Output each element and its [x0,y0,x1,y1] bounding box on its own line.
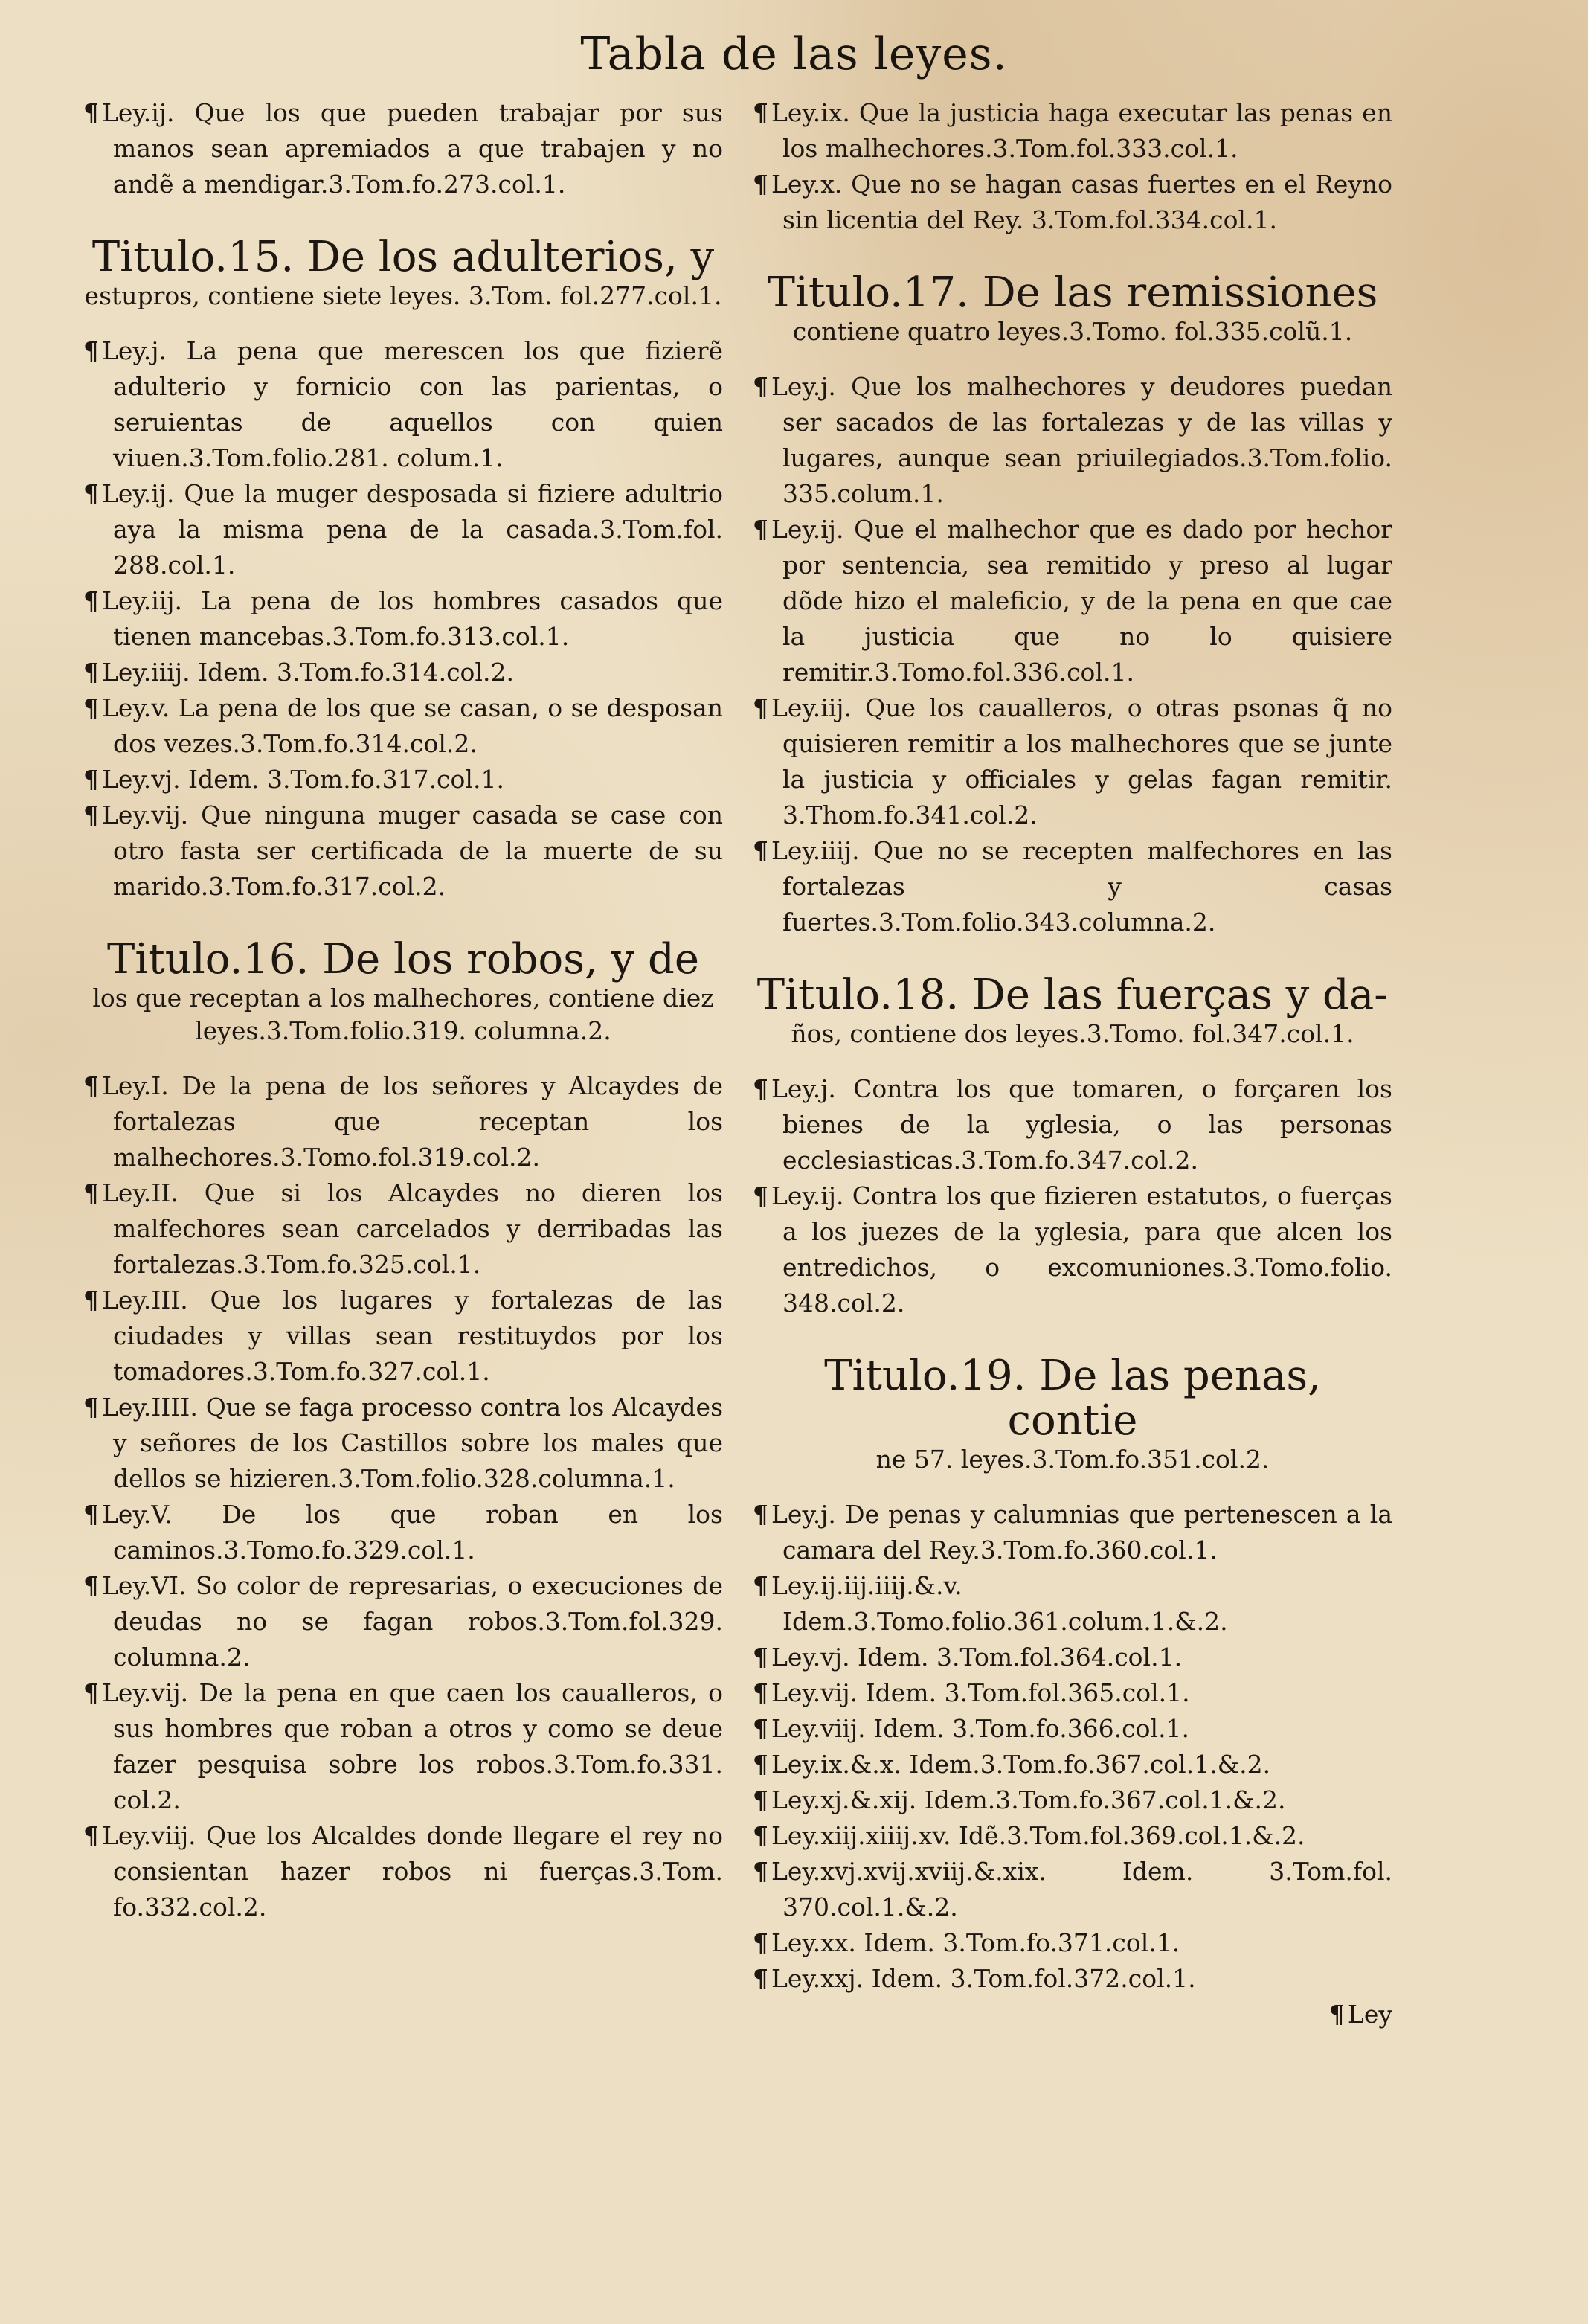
law-entry [83,1283,723,1390]
pilcrow-icon: ¶ [753,170,768,199]
law-entry [753,1711,1392,1747]
pilcrow-icon: ¶ [753,1857,768,1886]
pilcrow-icon: ¶ [753,1678,768,1707]
titulo-15-heading [83,235,723,312]
titulo-heading-subtitle: ne 57. leyes.3.Tom.fo.351.col.2. [875,1445,1270,1474]
law-entry [83,95,723,202]
pilcrow-icon: ¶ [753,98,768,127]
pilcrow-icon: ¶ [83,658,99,687]
pilcrow-icon: ¶ [753,1750,768,1779]
law-entry-text: Ley.iij. Que los caualleros, o otras psonas q̃ no quisieren remitir a los malhechores que se junte la justicia y officiales y gelas fagan remitir. 3.Thom.fo.341.col.2. [771,693,1392,829]
law-entry-text: Ley.I. De la pena de los señores y Alcaydes de fortalezas que receptan los malhechores.3.Tomo.fol.319.col.2. [102,1071,723,1172]
titulo-16-heading [83,937,723,1047]
pilcrow-icon: ¶ [753,1571,768,1600]
pilcrow-icon: ¶ [83,479,99,508]
law-entry-text: Ley.viij. Idem. 3.Tom.fo.366.col.1. [771,1714,1190,1743]
law-entry [83,476,723,583]
law-entry-text: Ley.vij. De la pena en que caen los caualleros, o sus hombres que roban a otros y como se deue fazer pesquisa sobre los robos.3.Tom.fo.331. col.2. [102,1678,723,1814]
law-entry [83,690,723,762]
law-entry [83,762,723,797]
pilcrow-icon: ¶ [753,515,768,544]
law-entry [753,1782,1392,1818]
pilcrow-icon: ¶ [83,336,99,365]
law-entry [753,369,1392,512]
pilcrow-icon: ¶ [83,1821,99,1850]
titulo-heading-subtitle: estupros, contiene siete leyes. 3.Tom. fol.277.col.1. [84,281,722,310]
law-entry-text: Ley.j. Contra los que tomaren, o forçaren los bienes de la yglesia, o las personas ecclesiasticas.3.Tom.fo.347.col.2. [771,1074,1392,1175]
pilcrow-icon: ¶ [753,1821,768,1850]
law-entry [753,95,1392,167]
law-entry-text: Ley.III. Que los lugares y fortalezas de las ciudades y villas sean restituydos por los tomadores.3.Tom.fo.327.col.1. [102,1285,723,1386]
law-entry-text: Ley.xiij.xiiij.xv. Idẽ.3.Tom.fol.369.col.1.&.2. [771,1821,1305,1850]
titulo-heading-title: Titulo.19. De las penas, contie [824,1352,1321,1445]
law-entry [753,1640,1392,1675]
law-entry-text: Ley.iij. La pena de los hombres casados que tienen mancebas.3.Tom.fo.313.col.1. [102,586,723,651]
law-entry-text: Ley.II. Que si los Alcaydes no dieren los malfechores sean carcelados y derribadas las fortalezas.3.Tom.fo.325.col.1. [102,1178,723,1279]
law-entry-text: Ley.vij. Idem. 3.Tom.fol.365.col.1. [771,1678,1190,1707]
law-entry-text: Ley.ij. Que los que pueden trabajar por sus manos sean apremiados a que trabajen y no andẽ a mendigar.3.Tom.fo.273.col.1. [102,98,723,199]
titulo-19-heading [753,1354,1392,1476]
titulo-heading-title: Titulo.16. De los robos, y de [107,935,699,983]
pilcrow-icon: ¶ [1328,2000,1345,2029]
law-entry-text: Ley.iiij. Que no se recepten malfechores en las fortalezas y casas fuertes.3.Tom.folio.343.columna.2. [771,836,1392,937]
pilcrow-icon: ¶ [83,1678,99,1707]
pilcrow-icon: ¶ [83,1071,99,1100]
law-entry [83,1390,723,1497]
law-entry-text: Ley.ix.&.x. Idem.3.Tom.fo.367.col.1.&.2. [771,1750,1271,1779]
law-entry-text: Ley.vij. Que ninguna muger casada se case con otro fasta ser certificada de la muerte de su marido.3.Tom.fo.317.col.2. [102,800,723,901]
titulo-heading-subtitle: ños, contiene dos leyes.3.Tomo. fol.347.col.1. [791,1019,1354,1048]
titulo-heading-title: Titulo.17. De las remissiones [767,269,1378,317]
pilcrow-icon: ¶ [83,765,99,794]
law-entry [83,1818,723,1925]
catchword [753,1997,1392,2032]
pilcrow-icon: ¶ [753,836,768,865]
pilcrow-icon: ¶ [83,586,99,615]
right-top-entries [753,95,1392,238]
law-entry [753,1071,1392,1178]
titulo-17-heading [753,271,1392,348]
titulo-heading-title: Titulo.15. De los adulterios, y [91,233,715,281]
pilcrow-icon: ¶ [83,98,99,127]
law-entry-text: Ley.ij.iij.iiij.&.v. Idem.3.Tomo.folio.361.colum.1.&.2. [771,1571,1228,1636]
law-entry-text: Ley.vj. Idem. 3.Tom.fo.317.col.1. [102,765,504,794]
titulo-16-entries [83,1068,723,1925]
pilcrow-icon: ¶ [753,1643,768,1672]
pilcrow-icon: ¶ [753,693,768,722]
law-entry-text: Ley.xvj.xvij.xviij.&.xix. Idem. 3.Tom.fol. 370.col.1.&.2. [771,1857,1392,1922]
law-entry-text: Ley.VI. So color de represarias, o execuciones de deudas no se fagan robos.3.Tom.fol.329. columna.2. [102,1571,723,1672]
left-column [83,95,723,1925]
pilcrow-icon: ¶ [753,1181,768,1210]
law-entry [753,833,1392,940]
law-entry-text: Ley.xx. Idem. 3.Tom.fo.371.col.1. [771,1928,1180,1957]
law-entry [753,1854,1392,1925]
law-entry-text: Ley.ij. Que la muger desposada si fiziere adultrio aya la misma pena de la casada.3.Tom.fol. 288.col.1. [102,479,723,580]
catchword-text: Ley [1347,2000,1392,2029]
law-entry [753,1568,1392,1640]
titulo-17-entries [753,369,1392,940]
law-entry-text: Ley.j. De penas y calumnias que pertenescen a la camara del Rey.3.Tom.fo.360.col.1. [771,1500,1392,1564]
law-entry [753,1178,1392,1321]
law-entry [83,1497,723,1568]
titulo-15-entries [83,333,723,905]
law-entry [83,655,723,690]
law-entry-text: Ley.IIII. Que se faga processo contra los Alcaydes y señores de los Castillos sobre los males que dellos se hizieren.3.Tom.folio.328.columna.1. [102,1393,723,1493]
running-head: Tabla de las leyes. [580,28,1008,80]
law-entry [83,1175,723,1283]
law-entry [753,512,1392,690]
pilcrow-icon: ¶ [83,1500,99,1529]
law-entry [83,333,723,476]
law-entry [753,1747,1392,1782]
law-entry-text: Ley.xxj. Idem. 3.Tom.fol.372.col.1. [771,1964,1196,1993]
pilcrow-icon: ¶ [83,1285,99,1315]
law-entry [753,1497,1392,1568]
law-entry [753,167,1392,238]
law-entry [753,1925,1392,1961]
pilcrow-icon: ¶ [753,1714,768,1743]
titulo-19-entries [753,1497,1392,1997]
law-entry [83,797,723,905]
pilcrow-icon: ¶ [83,1571,99,1600]
law-entry [753,1675,1392,1711]
pilcrow-icon: ¶ [753,372,768,401]
pilcrow-icon: ¶ [83,693,99,722]
law-entry [753,1961,1392,1997]
titulo-heading-subtitle: contiene quatro leyes.3.Tomo. fol.335.colũ.1. [792,317,1353,346]
pilcrow-icon: ¶ [753,1964,768,1993]
law-entry-text: Ley.j. Que los malhechores y deudores puedan ser sacados de las fortalezas y de las villas y lugares, aunque sean priuilegiados.3.Tom.folio. 335.colum.1. [771,372,1392,508]
pilcrow-icon: ¶ [753,1500,768,1529]
right-column [753,95,1392,2032]
law-entry-text: Ley.xj.&.xij. Idem.3.Tom.fo.367.col.1.&.2. [771,1785,1286,1814]
law-entry-text: Ley.vj. Idem. 3.Tom.fol.364.col.1. [771,1643,1183,1672]
law-entry-text: Ley.x. Que no se hagan casas fuertes en el Reyno sin licentia del Rey. 3.Tom.fol.334.col.1. [771,170,1392,234]
law-entry-text: Ley.V. De los que roban en los caminos.3.Tomo.fo.329.col.1. [102,1500,723,1564]
pilcrow-icon: ¶ [753,1074,768,1103]
law-entry-text: Ley.viij. Que los Alcaldes donde llegare el rey no consientan hazer robos ni fuerças.3.Tom. fo.332.col.2. [102,1821,723,1922]
titulo-heading-subtitle: los que receptan a los malhechores, contiene diez leyes.3.Tom.folio.319. columna.2. [92,983,714,1045]
law-entry [83,1675,723,1818]
pilcrow-icon: ¶ [753,1785,768,1814]
law-entry [83,1568,723,1675]
law-entry-text: Ley.ij. Que el malhechor que es dado por hechor por sentencia, sea remitido y preso al lugar dõde hizo el maleficio, y de la pena en que cae la justicia que no lo quisiere remitir.3.Tomo.fol.336.col.1. [771,515,1392,687]
titulo-18-heading [753,973,1392,1050]
law-entry [83,583,723,655]
left-top-entries [83,95,723,202]
pilcrow-icon: ¶ [753,1928,768,1957]
pilcrow-icon: ¶ [83,1178,99,1207]
law-entry [753,690,1392,833]
pilcrow-icon: ¶ [83,800,99,829]
titulo-heading-title: Titulo.18. De las fuerças y da- [756,971,1389,1019]
pilcrow-icon: ¶ [83,1393,99,1422]
law-entry [83,1068,723,1175]
law-entry-text: Ley.ij. Contra los que fizieren estatutos, o fuerças a los juezes de la yglesia, para que alcen los entredichos, o excomuniones.3.Tomo.folio. 348.col.2. [771,1181,1392,1317]
law-entry-text: Ley.iiij. Idem. 3.Tom.fo.314.col.2. [102,658,514,687]
law-entry-text: Ley.v. La pena de los que se casan, o se desposan dos vezes.3.Tom.fo.314.col.2. [102,693,723,758]
law-entry-text: Ley.ix. Que la justicia haga executar las penas en los malhechores.3.Tom.fol.333.col.1. [771,98,1392,163]
law-entry [753,1818,1392,1854]
titulo-18-entries [753,1071,1392,1321]
law-entry-text: Ley.j. La pena que merescen los que fizierẽ adulterio y fornicio con las parientas, o seruientas de aquellos con quien viuen.3.Tom.folio.281. colum.1. [102,336,723,472]
